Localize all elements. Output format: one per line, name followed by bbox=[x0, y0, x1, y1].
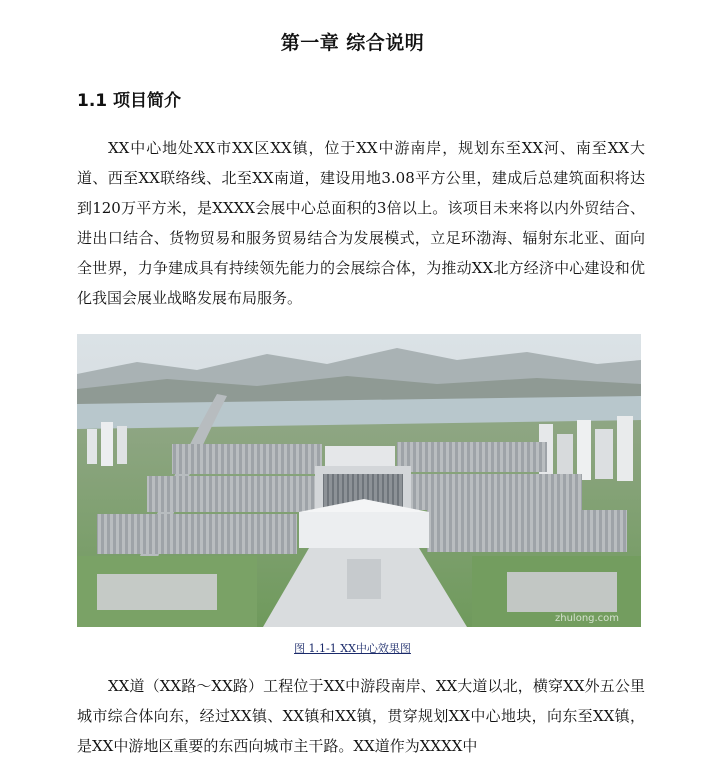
road-paragraph: XX道（XX路～XX路）工程位于XX中游段南岸、XX大道以北，横穿XX外五公里城市综合体向东，经过XX镇、XX镇和XX镇，贯穿规划XX中心地块，向东至XX镇，是XX中游地区重要的东西向城市主干路。XX道作为XXXX中 bbox=[77, 677, 645, 755]
chapter-title: 第一章 综合说明 bbox=[280, 32, 425, 54]
intro-paragraph: XX中心地处XX市XX区XX镇，位于XX中游南岸，规划东至XX河、南至XX大道、西至XX联络线、北至XX南道，建设用地3.08平方公里，建成后总建筑面积将达到120万平方米，是XXXX会展中心总面积的3倍以上。该项目未来将以内外贸结合、进出口结合、货物贸易和服务贸易结合为发展模式，立足环渤海、辐射东北亚、面向全世界，力争建成具有持续领先能力的会展综合体，为推动XX北方经济中心建设和优化我国会展业战略发展布局服务。 bbox=[77, 139, 645, 307]
watermark: zhulong.com bbox=[555, 613, 620, 624]
exhibition-center-rendering bbox=[77, 334, 641, 627]
section-title: 1.1 项目简介 bbox=[77, 91, 182, 111]
figure-caption: 图 1.1-1 XX中心效果图 bbox=[294, 642, 411, 655]
